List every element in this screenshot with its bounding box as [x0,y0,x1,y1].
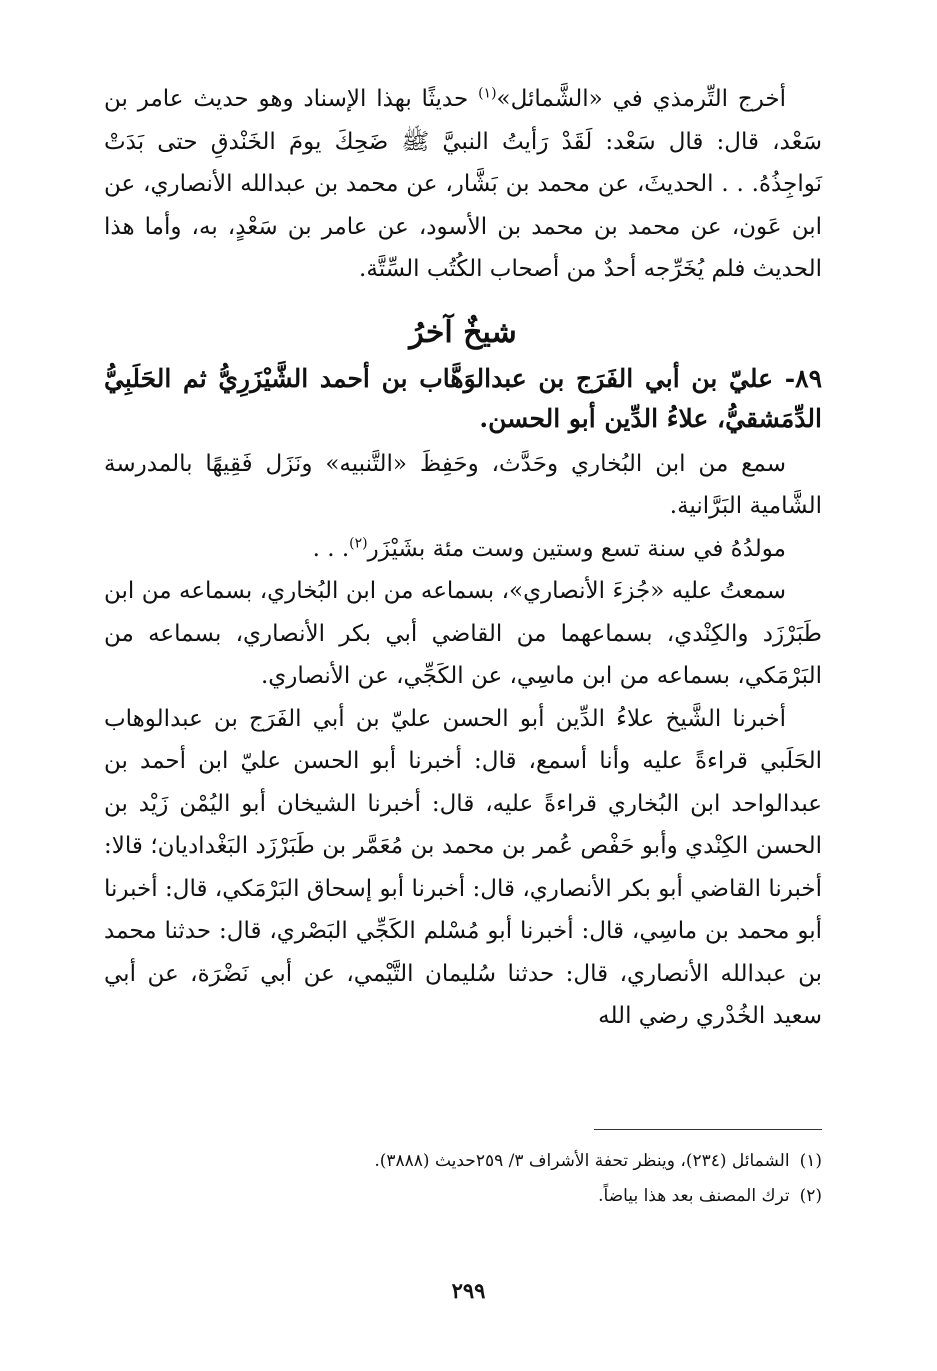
footnote-1 [104,1144,822,1179]
footnote-text: ترك المصنف بعد هذا بياضاً. [598,1186,790,1206]
birth-text: مولدُهُ في سنة تسع وستين وست مئة بشَيْزَر [367,535,786,562]
footnotes [104,1144,822,1214]
footnote-text: الشمائل (٢٣٤)، وينظر تحفة الأشراف ٣/ ٢٥٩حديث (٣٨٨٨). [374,1151,790,1171]
birth-ellipsis: . . . [312,535,350,562]
footnote-ref-1[interactable]: (١) [478,85,497,102]
entry-paragraph-2 [104,528,822,571]
entry-heading: ٨٩- عليّ بن أبي الفَرَج بن عبدالوَهَّاب بن أحمد الشَّيْزَرِيُّ ثم الحَلَبِيُّ الدِّمَشقيُّ، علاءُ الدِّين أبو الحسن. [104,363,822,433]
intro-text-start: أخرج التِّرمذي في «الشَّمائل» [496,86,786,112]
section-title: شيخٌ آخرُ [409,314,517,350]
page-number: ٢٩٩ [451,1278,486,1303]
entry-paragraph-3: سمعتُ عليه «جُزءَ الأنصاري»، بسماعه من ابن البُخاري، بسماعه من ابن طَبَرْزَد والكِنْدي، بسماعهما من القاضي أبي بكر الأنصاري، بسماعه من البَرْمَكي، بسماعه من ابن ماسِي، عن الكَجِّي، عن الأنصاري. [104,578,822,689]
footnote-number: (٢) [799,1186,822,1206]
footnote-divider [594,1129,822,1130]
footnote-number: (١) [799,1151,822,1171]
footnote-ref-2[interactable]: (٢) [349,534,368,551]
intro-text-end: حديثًا بهذا الإسناد وهو حديث عامر بن سَعْد، قال: قال سَعْد: لَقَدْ رَأيتُ النبيَّ ﷺ ضَحِكَ يومَ الخَنْدقِ حتى بَدَتْ نَواجِذُهُ. . . الحديثَ، عن محمد بن بَشَّار، عن محمد بن عبدالله الأنصاري، عن ابن عَون، عن محمد بن محمد بن الأسود، عن عامر بن سَعْدٍ، به، وأما هذا الحديث فلم يُخَرِّجه أحدٌ من أصحاب الكُتُب السِّتَّة. [104,86,822,282]
footnote-2 [104,1179,822,1214]
intro-paragraph [104,78,822,291]
page-body [104,78,822,1038]
entry-paragraph-4: أخبرنا الشَّيخ علاءُ الدِّين أبو الحسن عليّ بن أبي الفَرَج بن عبدالوهاب الحَلَبي قراءةً عليه وأنا أسمع، قال: أخبرنا أبو الحسن عليّ ابن أحمد بن عبدالواحد ابن البُخاري قراءةً عليه، قال: أخبرنا الشيخان أبو اليُمْن زَيْد بن الحسن الكِنْدي وأبو حَفْص عُمر بن محمد بن مُعَمَّر بن طَبَرْزَد البَغْداديان؛ قالا: أخبرنا القاضي أبو بكر الأنصاري، قال: أخبرنا أبو إسحاق البَرْمَكي، قال: أخبرنا أبو محمد بن ماسِي، قال: أخبرنا أبو مُسْلم الكَجِّي البَصْري، قال: حدثنا محمد بن عبدالله الأنصاري، قال: حدثنا سُليمان التَّيْمي، عن أبي نَضْرَة، عن أبي سعيد الخُدْري رضي الله [104,705,822,1029]
entry-paragraph-1: سمع من ابن البُخاري وحَدَّث، وحَفِظَ «التَّنبيه» ونَزَل فَقِيهًا بالمدرسة الشَّامية البَرَّانية. [104,450,822,519]
